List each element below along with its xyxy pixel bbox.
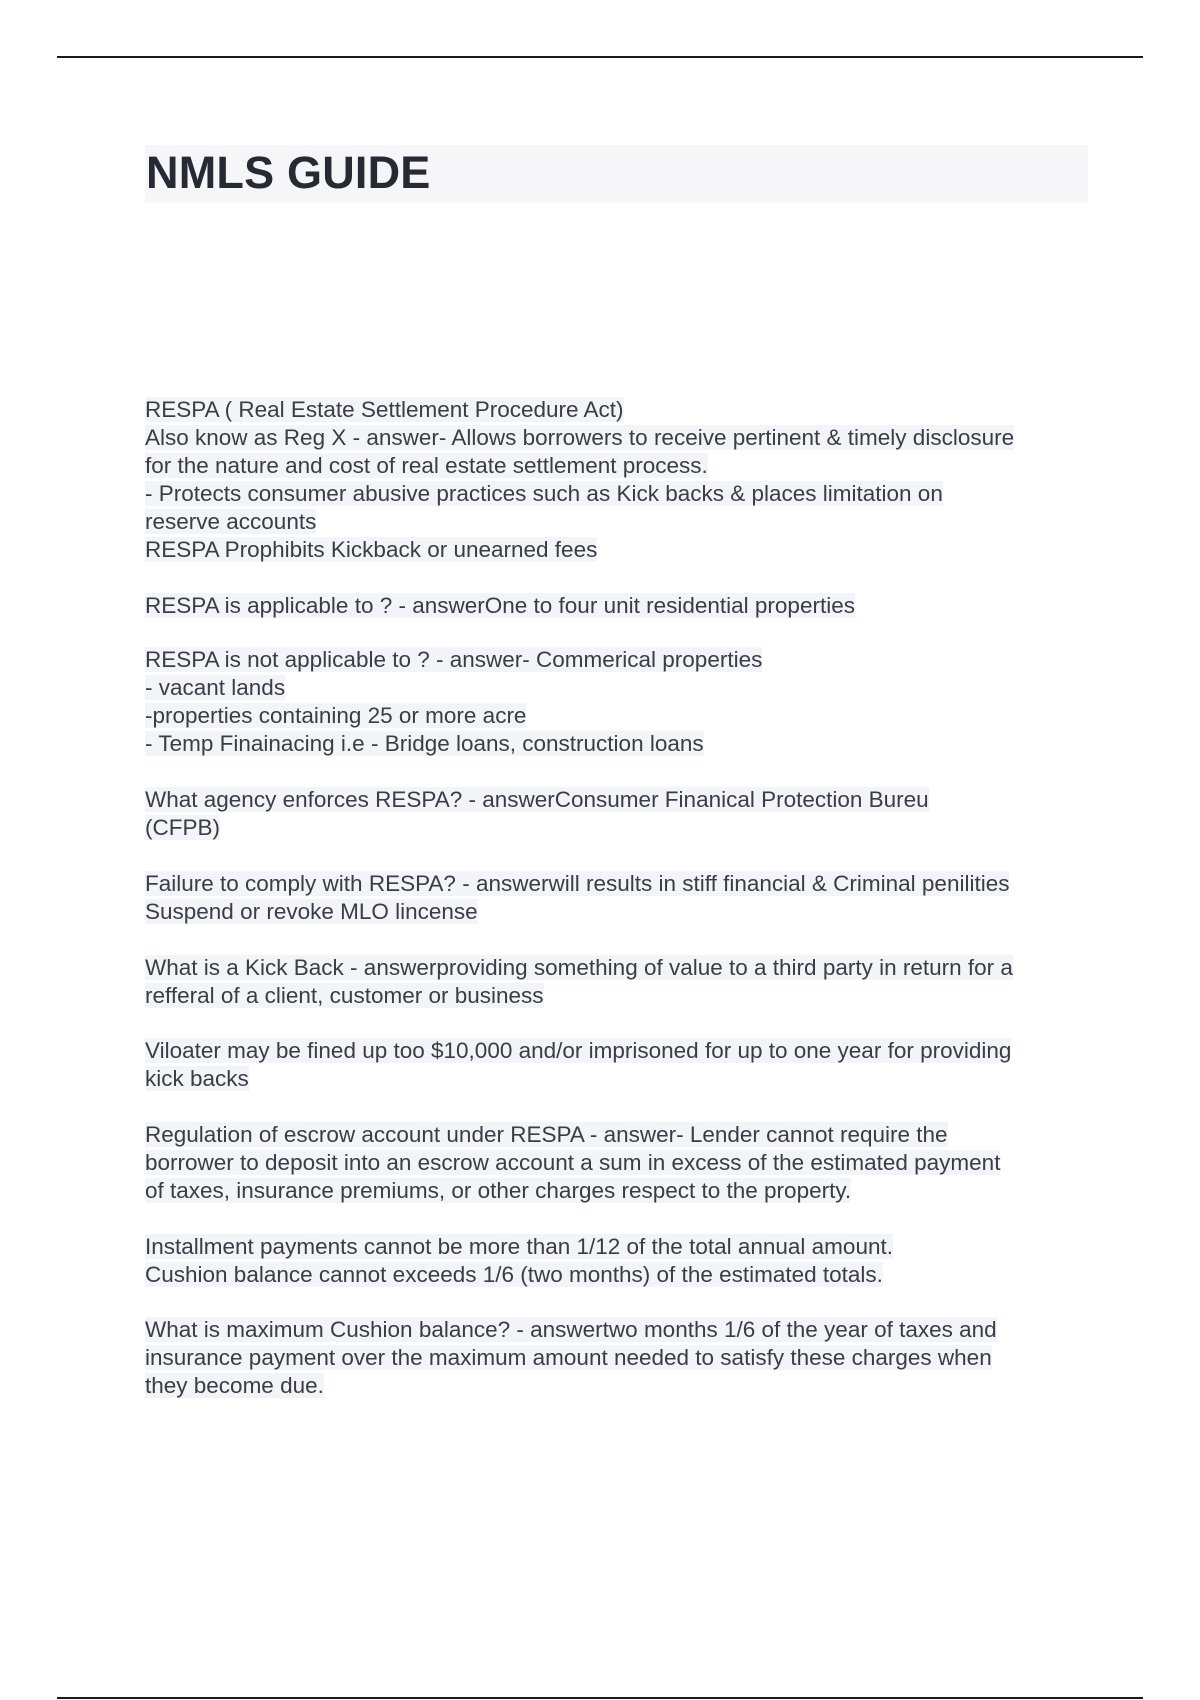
qa-entry: [145, 592, 1090, 620]
entry-line: Suspend or revoke MLO lincense: [145, 899, 478, 924]
entry-line: - vacant lands: [145, 675, 286, 700]
entry-line: What agency enforces RESPA? - answerConsumer Finanical Protection Bureu: [145, 787, 929, 812]
entry-line: Failure to comply with RESPA? - answerwill results in stiff financial & Criminal penilities: [145, 871, 1010, 896]
qa-entry: [145, 1037, 1090, 1093]
entry-line: insurance payment over the maximum amount needed to satisfy these charges when: [145, 1345, 992, 1370]
qa-entry: [145, 396, 1090, 564]
qa-entry: [145, 1233, 1090, 1289]
qa-entry: [145, 1316, 1090, 1400]
entry-line: -properties containing 25 or more acre: [145, 703, 527, 728]
top-rule: [57, 56, 1143, 58]
entry-line: refferal of a client, customer or business: [145, 983, 544, 1008]
qa-entry: [145, 786, 1090, 842]
qa-entry: [145, 870, 1090, 926]
entry-line: RESPA is applicable to ? - answerOne to four unit residential properties: [145, 593, 855, 618]
qa-entry: [145, 646, 1090, 758]
qa-entry: [145, 954, 1090, 1010]
entry-line: (CFPB): [145, 815, 220, 840]
entry-line: they become due.: [145, 1373, 324, 1398]
entry-line: for the nature and cost of real estate settlement process.: [145, 453, 708, 478]
entry-line: - Temp Finainacing i.e - Bridge loans, construction loans: [145, 731, 704, 756]
entry-line: Regulation of escrow account under RESPA - answer- Lender cannot require the: [145, 1122, 948, 1147]
entry-line: Also know as Reg X - answer- Allows borrowers to receive pertinent & timely disclosure: [145, 425, 1015, 450]
entry-line: Viloater may be fined up too $10,000 and/or imprisoned for up to one year for providing: [145, 1038, 1012, 1063]
entry-line: Installment payments cannot be more than 1/12 of the total annual amount.: [145, 1234, 893, 1259]
entry-line: Cushion balance cannot exceeds 1/6 (two months) of the estimated totals.: [145, 1262, 883, 1287]
qa-entry: [145, 1121, 1090, 1205]
entry-line: What is a Kick Back - answerproviding something of value to a third party in return for a: [145, 955, 1013, 980]
entry-line: What is maximum Cushion balance? - answertwo months 1/6 of the year of taxes and: [145, 1317, 997, 1342]
entry-line: RESPA ( Real Estate Settlement Procedure Act): [145, 397, 624, 422]
page-title: NMLS GUIDE: [146, 147, 431, 198]
entry-line: - Protects consumer abusive practices such as Kick backs & places limitation on: [145, 481, 943, 506]
entry-line: kick backs: [145, 1066, 249, 1091]
bottom-rule: [57, 1697, 1143, 1699]
entry-line: reserve accounts: [145, 509, 317, 534]
entry-line: borrower to deposit into an escrow account a sum in excess of the estimated payment: [145, 1150, 1001, 1175]
entry-line: of taxes, insurance premiums, or other charges respect to the property.: [145, 1178, 852, 1203]
entry-line: RESPA Prophibits Kickback or unearned fees: [145, 537, 598, 562]
entry-line: RESPA is not applicable to ? - answer- Commerical properties: [145, 647, 763, 672]
